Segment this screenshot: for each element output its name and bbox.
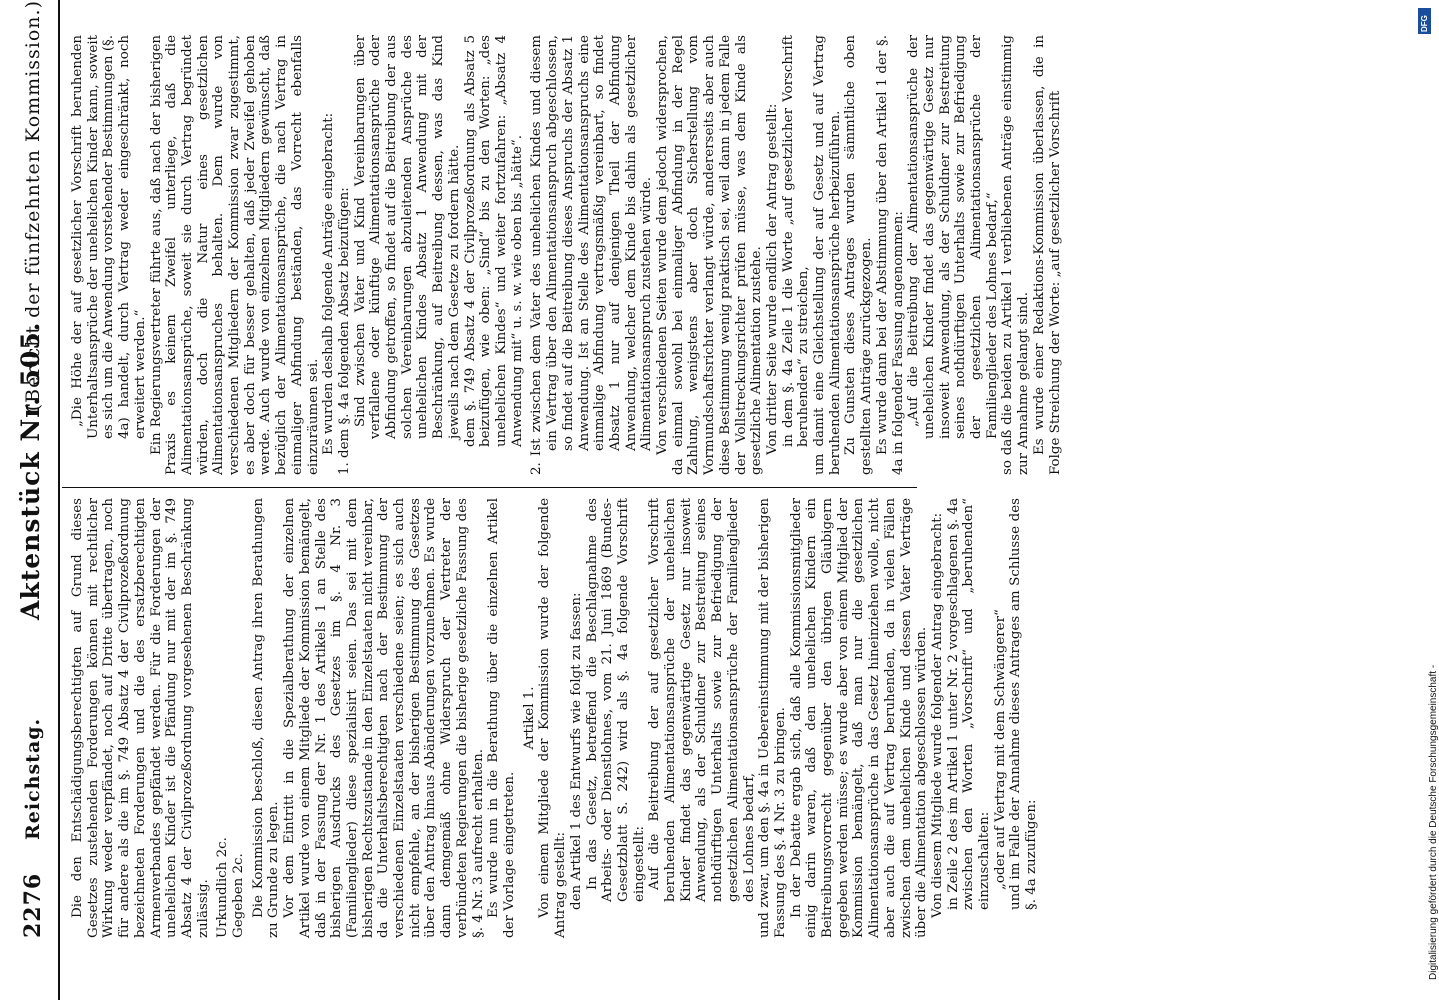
page-header [8,0,60,1000]
paragraph: Es wurde einer Redaktions-Kommission überlassen, die in Folge Streichung der Worte: „auf gesetzlicher Vorschrift [1031,35,1063,475]
paragraph: „Die Höhe der auf gesetzlicher Vorschrift beruhenden Unterhaltsansprüche der unehelichen Kinder kann, soweit es sich um die Anwendung vorstehender Bestimmungen (§. 4a) handelt, durch Vertrag weder eingeschränkt, noch erweitert werden.“ [70,35,148,439]
paragraph: Die den Entschädigungsberechtigten auf Grund dieses Gesetzes zustehenden Forderungen können mit rechtlicher Wirkung weder verpfändet, noch auf Dritte übertragen, noch für andere als die im §. 749 Absatz 4 der Civilprozeßordnung bezeichneten Forderungen und die des ersatzberechtigten Armenverbandes gepfändet werden. Für die Forderungen der unehelichen Kinder ist die Pfändung nur mit der im §. 749 Absatz 4 der Civilprozeßordnung vorgesehenen Beschränkung zulässig. [70,498,211,938]
paragraph: Vor dem Eintritt in die Spezialberathung der einzelnen Artikel wurde von einem Mitgliede der Kommission bemängelt, daß in der Fassung der Nr. 1 des Artikels 1 an Stelle des bisherigen Ausdrucks des Gesetzes im §. 4 Nr. 3 (Familienglieder) diese spezialisirt seien. Das sei mit dem bisherigen Rechtszustande in den Einzelstaaten nicht vereinbar, da die Unterhaltsberechtigten nach der Bestimmung der verschiedenen Einzelstaaten verschiedene seien; es sich auch nicht empfehle, an der bisherigen Bestimmung des Gesetzes über den Antrag hinaus Abänderungen vorzunehmen. Es wurde dann demgemäß ohne Widerspruch der Vertreter der verbündeten Regierungen die bisherige gesetzliche Fassung des §. 4 Nr. 3 aufrecht erhalten. [282,498,486,938]
paragraph: In das Gesetz, betreffend die Beschlagnahme des Arbeits- oder Dienstlohnes, vom 21. Juni 1869 (Bundes-Gesetzblatt S. 242) wird als §. 4a folgende Vorschrift eingestellt: [584,498,647,902]
paragraph: und im Falle der Annahme dieses Antrages am Schlusse des §. 4a zuzufügen: [1008,498,1040,910]
numbered-item: 1. dem §. 4a folgenden Absatz beizufügen: [336,187,352,475]
paragraph: den Artikel 1 des Entwurfs wie folgt zu fassen: [568,592,584,910]
header-aktenstueck: Aktenstück Nr. 505. [16,321,45,620]
paragraph: Es wurde nun in die Berathung über die einzelnen Artikel der Vorlage eingetreten. [486,498,517,938]
column-right [70,35,1063,475]
dfg-logo [1418,8,1431,34]
paragraph: in Zeile 2 des im Artikel 1 unter Nr. 2 vorgeschlagenen §. 4a zwischen den Worten „Vorschrift“ und „beruhenden“ einzuschalten: [945,498,993,910]
paragraph: „Auf die Beitreibung der Alimentationsansprüche der unehelichen Kinder findet das gegenwärtige Gesetz nur insoweit Anwendung, als der Schuldner zur Bestreitung seines nothdürftigen Unterhalts sowie zur Befriedigung der gesetzlichen Alimentationsansprüche der Familienglieder des Lohnes bedarf,“ [906,35,1000,439]
column-divider [62,487,917,488]
paragraph: Gegeben 2c. [231,853,247,938]
paragraph: in dem §. 4a Zeile 1 die Worte „auf gesetzlicher Vorschrift beruhenden“ zu streichen, [780,35,812,447]
page-number: 2276 [20,872,46,938]
paragraph: Von einem Mitgliede der Kommission wurde der folgende Antrag gestellt: [537,498,569,938]
paragraph: Es wurden deshalb folgende Anträge eingebracht: [321,112,337,455]
paragraph: Ein Regierungsvertreter führte aus, daß nach der bisherigen Praxis es keinem Zweifel unterliege, daß die Alimentationsansprüche, soweit sie durch Vertrag begründet würden, doch die Natur eines gesetzlichen Alimentationsanspruches behalten. Dem wurde von verschiedenen Mitgliedern der Kommission zwar zugestimmt, es aber doch für besser gehalten, daß jeder Zweifel gehoben werde. Auch wurde von einzelnen Mitgliedern gewünscht, daß bezüglich der Alimentationsansprüche, die nach Vertrag in einmaliger Abfindung beständen, das Vorrecht ebenfalls einzuräumen sei. [148,35,321,475]
paragraph: Sind zwischen Vater und Kind Vereinbarungen über verfallene oder künftige Alimentationsansprüche oder Abfindung getroffen, so findet auf die Beitreibung der aus solchen Vereinbarungen abzuleitenden Ansprüche des unehelichen Kindes Absatz 1 Anwendung mit der Beschränkung, auf Beitreibung dessen, was das Kind jeweils nach dem Gesetze zu fordern hätte. [352,35,462,439]
paragraph: und zwar, um den §. 4a in Uebereinstimmung mit der bisherigen Fassung des §. 4 Nr. 3 zu bringen. [757,498,788,938]
paragraph: Auf die Beitreibung der auf gesetzlicher Vorschrift beruhenden Alimentationsansprüche der unehelichen Kinder findet das gegenwärtige Gesetz nur insoweit Anwendung, als der Schuldner zur Bestreitung seines nothdürftigen Unterhalts sowie zur Befriedigung der gesetzlichen Alimentationsansprüche der Familienglieder des Lohnes bedarf, [647,498,757,902]
paragraph: „oder auf Vertrag mit dem Schwängerer“ [992,609,1008,890]
column-left [70,498,1040,938]
numbered-item: 2. Ist zwischen dem Vater des unehelichen Kindes und diesem ein Vertrag über den Alimentationsanspruch abgeschlossen, so findet auf die Beitreibung dieses Anspruchs der Absatz 1 Anwendung. Ist an Stelle des Alimentationsanspruchs eine einmalige Abfindung vertragsmäßig vereinbart, so findet Absatz 1 nur auf denjenigen Theil der Abfindung Anwendung, welcher dem Kinde bis dahin als gesetzlicher Alimentationsanspruch zustehen würde. [529,35,655,475]
digitization-note [1416,20,1439,980]
paragraph: um damit eine Gleichstellung der auf Gesetz und auf Vertrag beruhenden Alimentationsansprüche herbeizuführen. [812,35,843,475]
digitization-note-text: Digitalisierung gefördert durch die Deutsche Forschungsgemeinschaft - [1428,664,1439,980]
paragraph: so daß die beiden zu Artikel 1 verbliebenen Anträge einstimmig zur Annahme gelangt sind. [1000,35,1032,475]
paragraph: In der Debatte ergab sich, daß alle Kommissionsmitglieder einig darin waren, daß den unehelichen Kindern ein Beitreibungsvorrecht gegenüber den übrigen Gläubigern gegeben werden müsse; es wurde aber von einem Mitglied der Kommission bemängelt, daß man nur die gesetzlichen Alimentationsansprüche in das Gesetz hineinziehen wolle, nicht aber auch die auf Vertrag beruhenden, da in vielen Fällen zwischen dem unehelichen Kinde und dessen Vater Verträge über die Alimentation abgeschlossen würden. [788,498,930,938]
paragraph: Urkundlich 2c. [215,837,231,938]
header-bericht: (Bericht der fünfzehnten Kommission.) [22,0,44,412]
header-reichstag: Reichstag. [22,717,44,840]
paragraph: Von diesem Mitgliede wurde folgender Antrag eingebracht: [929,512,945,918]
dfg-logo-text: DFG [1420,15,1429,32]
paragraph: Die Kommission beschloß, diesen Antrag ihren Berathungen zu Grunde zu legen. [250,498,282,938]
paragraph: Zu Gunsten dieses Antrages wurden sämmtliche oben gestellten Anträge zurückgezogen. [843,35,875,475]
paragraph: Es wurde dann bei der Abstimmung über den Artikel 1 der §. 4a in folgender Fassung angenommen: [874,35,906,475]
paragraph: Von verschiedenen Seiten wurde dem jedoch widersprochen, da einmal sowohl bei einmaliger Abfindung in der Regel Zahlung, wenigstens aber doch Sicherstellung vom Vormundschaftsrichter verlangt würde, andererseits aber auch diese Bestimmung wenig praktisch sei, weil dann in jedem Falle der Vollstreckungsrichter prüfen müsse, was dem Kinde als gesetzliche Alimentation zustehe. [655,35,765,475]
section-heading: Artikel 1. [521,686,537,750]
paragraph: Von dritter Seite wurde endlich der Antrag gestellt: [764,103,780,455]
paragraph: dem §. 749 Absatz 4 der Civilprozeßordnung als Absatz 5 beizufügen, wie oben: „Sind“ bis zu den Worten: „des unehelichen Kindes“ und weiter fortzufahren: „Absatz 4 Anwendung mit“ u. s. w. wie oben bis „hätte“. [462,35,525,447]
